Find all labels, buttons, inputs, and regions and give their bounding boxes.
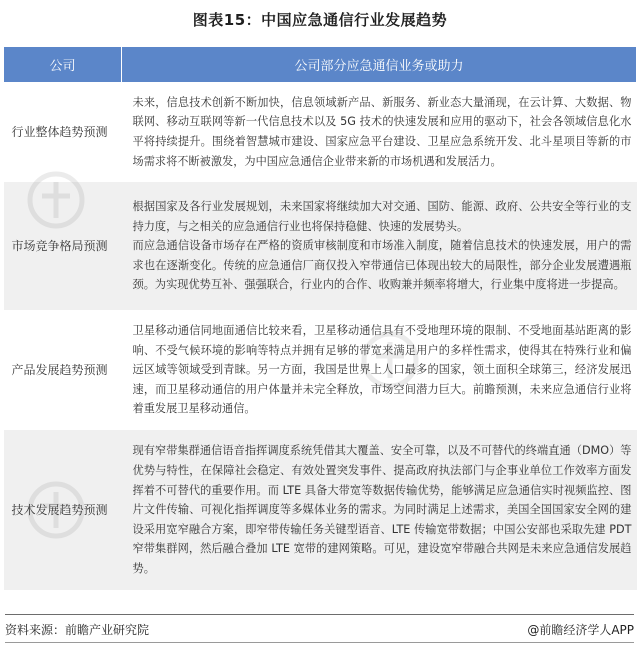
row-category: 产品发展趋势预测 — [4, 311, 122, 430]
row-category: 技术发展趋势预测 — [4, 430, 122, 591]
table-row — [4, 430, 637, 591]
source-note: 资料来源：前瞻产业研究院 — [5, 623, 150, 637]
row-description — [122, 182, 637, 311]
description-paragraph: 卫星移动通信同地面通信比较来看，卫星移动通信具有不受地理环境的限制、不受地面基站距离的影响、不受气候环境的影响等特点并拥有足够的带宽来满足用户的多样性需求，使得其在特殊行业和偏远区域等领域受到青睐。另一方面，我国是世界上人口最多的国家，领土面积全球第三，经济发展迅速，而卫星移动通信的用户体量并未完全释放，市场空间潜力巨大。前瞻预测，未来应急通信行业将着重发展卫星移动通信。 — [132, 324, 632, 416]
bottom-divider — [5, 642, 634, 643]
row-description — [122, 83, 637, 182]
row-category: 市场竞争格局预测 — [4, 182, 122, 311]
header-company: 公司 — [4, 47, 122, 83]
trend-table — [3, 46, 637, 591]
header-business: 公司部分应急通信业务或助力 — [122, 47, 637, 83]
row-description — [122, 311, 637, 430]
table-row — [4, 311, 637, 430]
description-paragraph: 根据国家及各行业发展规划，未来国家将继续加大对交通、国防、能源、政府、公共安全等行业的支持力度，与之相关的应急通信行业也将保持稳健、快速的发展势头。 — [132, 200, 632, 233]
description-paragraph: 现有窄带集群通信语音指挥调度系统凭借其大覆盖、安全可靠，以及不可替代的终端直通（DMO）等优势与特性，在保障社会稳定、有效处置突发事件、提高政府执法部门与企事业单位工作效率方面发挥着不可替代的重要作用。而 LTE 具备大带宽等数据传输优势，能够满足应急通信实时视频监控、图片文件传输、可视化指挥调度等多媒体业务的需求。为同时满足上述需求，美国全国国家安全网的建设采用宽窄融合方案，即窄带传输任务关键型语音、LTE 传输宽带数据；中国公安部也采取先建 PDT 窄带集群网，然后融合叠加 LTE 宽带的建网策略。可见，建设宽窄带融合共网是未来应急通信发展趋势。 — [132, 444, 632, 575]
footer — [5, 614, 634, 641]
row-description — [122, 430, 637, 591]
table-row — [4, 182, 637, 311]
row-category: 行业整体趋势预测 — [4, 83, 122, 182]
brand-handle: @前瞻经济学人APP — [527, 623, 634, 637]
description-paragraph: 未来，信息技术创新不断加快，信息领域新产品、新服务、新业态大量涌现，在云计算、大数据、物联网、移动互联网等新一代信息技术以及 5G 技术的快速发展和应用的驱动下，社会各领域信息化水平将持续提升。围绕着智慧城市建设、国家应急平台建设、卫星应急系统开发、北斗星项目等新的市场需求将不断被激发，为中国应急通信企业带来新的市场机遇和发展活力。 — [132, 95, 632, 168]
table-row — [4, 83, 637, 182]
page-title: 图表15：中国应急通信行业发展趋势 — [192, 11, 448, 29]
description-paragraph: 而应急通信设备市场存在严格的资质审核制度和市场准入制度，随着信息技术的快速发展，用户的需求也在逐渐变化。传统的应急通信厂商仅投入窄带通信已体现出较大的局限性，部分企业发展遭遇瓶颈。为实现优势互补、强强联合，行业内的合作、收购兼并频率将增大，行业集中度将进一步提高。 — [132, 239, 632, 292]
table-header-row — [4, 47, 637, 83]
